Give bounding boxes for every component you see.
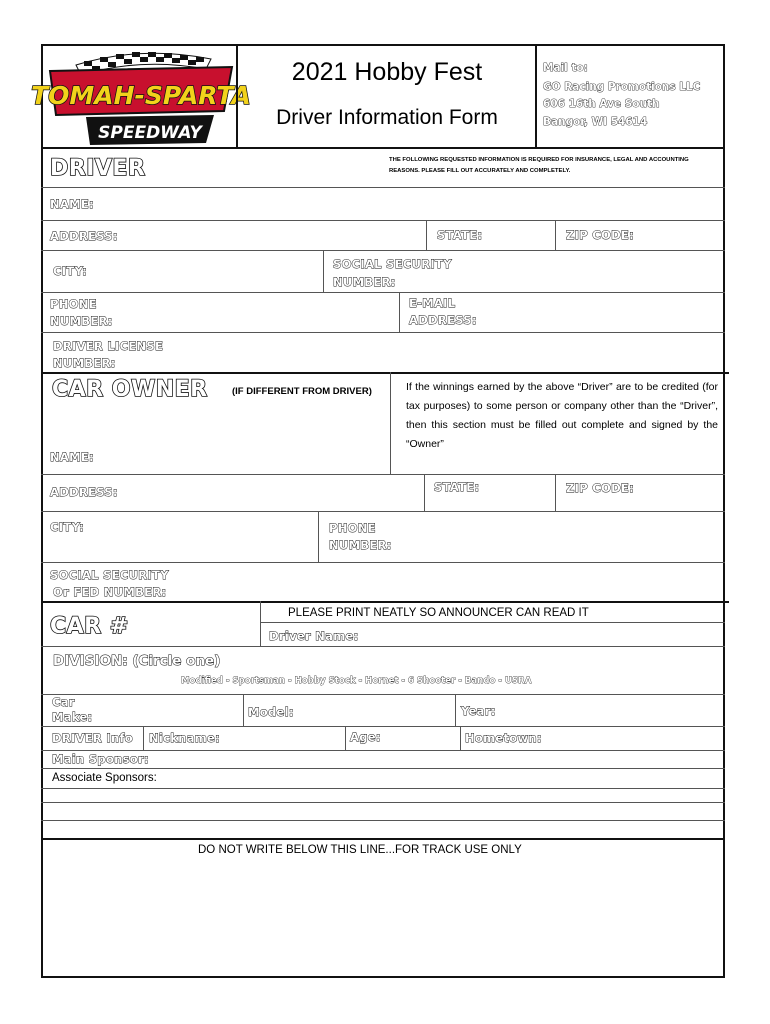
owner-ssn-label-1: SOCIAL SECURITY bbox=[50, 568, 169, 582]
print-neatly-notice: PLEASE PRINT NEATLY SO ANNOUNCER CAN READ IT bbox=[288, 607, 589, 619]
driver-heading: DRIVER bbox=[50, 156, 146, 181]
rule bbox=[399, 292, 400, 332]
rule bbox=[41, 820, 725, 821]
car-make-label-2: Make: bbox=[52, 710, 93, 724]
driver-email-label-2: ADDRESS: bbox=[409, 313, 477, 327]
rule bbox=[243, 694, 244, 726]
driver-ssn-label-1: SOCIAL SECURITY bbox=[333, 257, 452, 271]
rule bbox=[41, 332, 725, 333]
car-make-label-1: Car bbox=[52, 695, 75, 709]
mail-to-line-1: GO Racing Promotions LLC bbox=[543, 81, 701, 93]
driver-license-label-2: NUMBER: bbox=[53, 356, 116, 370]
driver-name-car-label: Driver Name: bbox=[269, 629, 359, 643]
owner-ssn-label-2: Or FED NUMBER: bbox=[53, 585, 167, 599]
nickname-label: Nickname: bbox=[149, 731, 221, 745]
owner-section-bottom-rule bbox=[41, 601, 729, 603]
header-bottom-rule bbox=[41, 147, 725, 149]
driver-section-bottom-rule bbox=[41, 372, 729, 374]
rule bbox=[460, 726, 461, 750]
rule bbox=[41, 250, 725, 251]
hometown-label: Hometown: bbox=[465, 731, 542, 745]
rule bbox=[41, 220, 725, 221]
form-subtitle: Driver Information Form bbox=[276, 106, 498, 129]
owner-winnings-note: If the winnings earned by the above “Driver” are to be credited (for tax purposes) to some person or company other than the “Driver”, then this section must be filled out complete and signed by the “Owner” bbox=[406, 381, 718, 450]
owner-city-label: CITY: bbox=[50, 520, 84, 534]
driver-city-label: CITY: bbox=[53, 264, 87, 278]
driver-phone-label-2: NUMBER: bbox=[50, 314, 113, 328]
owner-address-label: ADDRESS: bbox=[50, 485, 118, 499]
owner-state-label: STATE: bbox=[434, 480, 480, 494]
rule bbox=[41, 292, 725, 293]
car-owner-heading: CAR OWNER bbox=[52, 377, 208, 402]
track-use-rule bbox=[41, 838, 725, 840]
car-number-heading: CAR # bbox=[50, 614, 129, 639]
rule bbox=[41, 562, 725, 563]
rule bbox=[143, 726, 144, 750]
driver-notice: THE FOLLOWING REQUESTED INFORMATION IS REQUIRED FOR INSURANCE, LEGAL AND ACCOUNTING REASONS. PLEASE FILL OUT ACCURATELY AND COMPLETELY. bbox=[389, 157, 689, 174]
mail-to-line-3: Bangor, WI 54614 bbox=[543, 116, 648, 128]
rule bbox=[260, 601, 261, 646]
driver-name-label: NAME: bbox=[50, 197, 94, 211]
main-sponsor-label: Main Sponsor: bbox=[52, 752, 149, 766]
driver-license-label-1: DRIVER LICENSE bbox=[53, 339, 164, 353]
track-use-notice: DO NOT WRITE BELOW THIS LINE...FOR TRACK USE ONLY bbox=[198, 844, 522, 856]
rule bbox=[323, 250, 324, 292]
mail-to-label: Mail to: bbox=[543, 62, 588, 74]
division-options: Modified - Sportsman - Hobby Stock - Hornet - 6 Shooter - Bando - USRA bbox=[181, 676, 532, 686]
driver-email-label-1: E-MAIL bbox=[409, 296, 456, 310]
rule bbox=[345, 726, 346, 750]
owner-name-label: NAME: bbox=[50, 450, 94, 464]
car-model-label: Model: bbox=[248, 705, 294, 719]
rule bbox=[41, 694, 725, 695]
owner-phone-label-1: PHONE bbox=[329, 521, 376, 535]
form-title: 2021 Hobby Fest bbox=[291, 58, 483, 86]
svg-text:SPEEDWAY: SPEEDWAY bbox=[98, 123, 202, 143]
if-different-note: (IF DIFFERENT FROM DRIVER) bbox=[232, 386, 372, 397]
age-label: Age: bbox=[350, 730, 381, 744]
rule bbox=[260, 622, 725, 623]
rule bbox=[41, 768, 725, 769]
rule bbox=[455, 694, 456, 726]
owner-phone-label-2: NUMBER: bbox=[329, 538, 392, 552]
car-year-label: Year: bbox=[461, 704, 496, 718]
driver-address-label: ADDRESS: bbox=[50, 229, 118, 243]
driver-zip-label: ZIP CODE: bbox=[566, 228, 634, 242]
division-heading: DIVISION: (Circle one) bbox=[53, 653, 221, 669]
rule bbox=[555, 220, 556, 250]
associate-sponsors-label: Associate Sponsors: bbox=[52, 772, 157, 784]
driver-state-label: STATE: bbox=[437, 228, 483, 242]
tomah-sparta-speedway-logo bbox=[31, 47, 251, 150]
rule bbox=[41, 646, 725, 647]
header-divider-right bbox=[535, 44, 537, 147]
mail-to-line-2: 606 16th Ave South bbox=[543, 98, 660, 110]
driver-phone-label-1: PHONE bbox=[50, 297, 97, 311]
rule bbox=[41, 474, 725, 475]
svg-text:TOMAH-SPARTA: TOMAH-SPARTA bbox=[31, 81, 251, 110]
rule bbox=[318, 511, 319, 562]
rule bbox=[41, 788, 725, 789]
rule bbox=[426, 220, 427, 250]
rule bbox=[41, 187, 725, 188]
rule bbox=[41, 802, 725, 803]
rule bbox=[424, 474, 425, 511]
rule bbox=[41, 511, 725, 512]
owner-zip-label: ZIP CODE: bbox=[566, 481, 634, 495]
rule bbox=[555, 474, 556, 511]
driver-ssn-label-2: NUMBER: bbox=[333, 275, 396, 289]
header-divider-left bbox=[236, 44, 238, 147]
rule bbox=[390, 372, 391, 474]
driver-info-label: DRIVER Info bbox=[52, 731, 133, 745]
